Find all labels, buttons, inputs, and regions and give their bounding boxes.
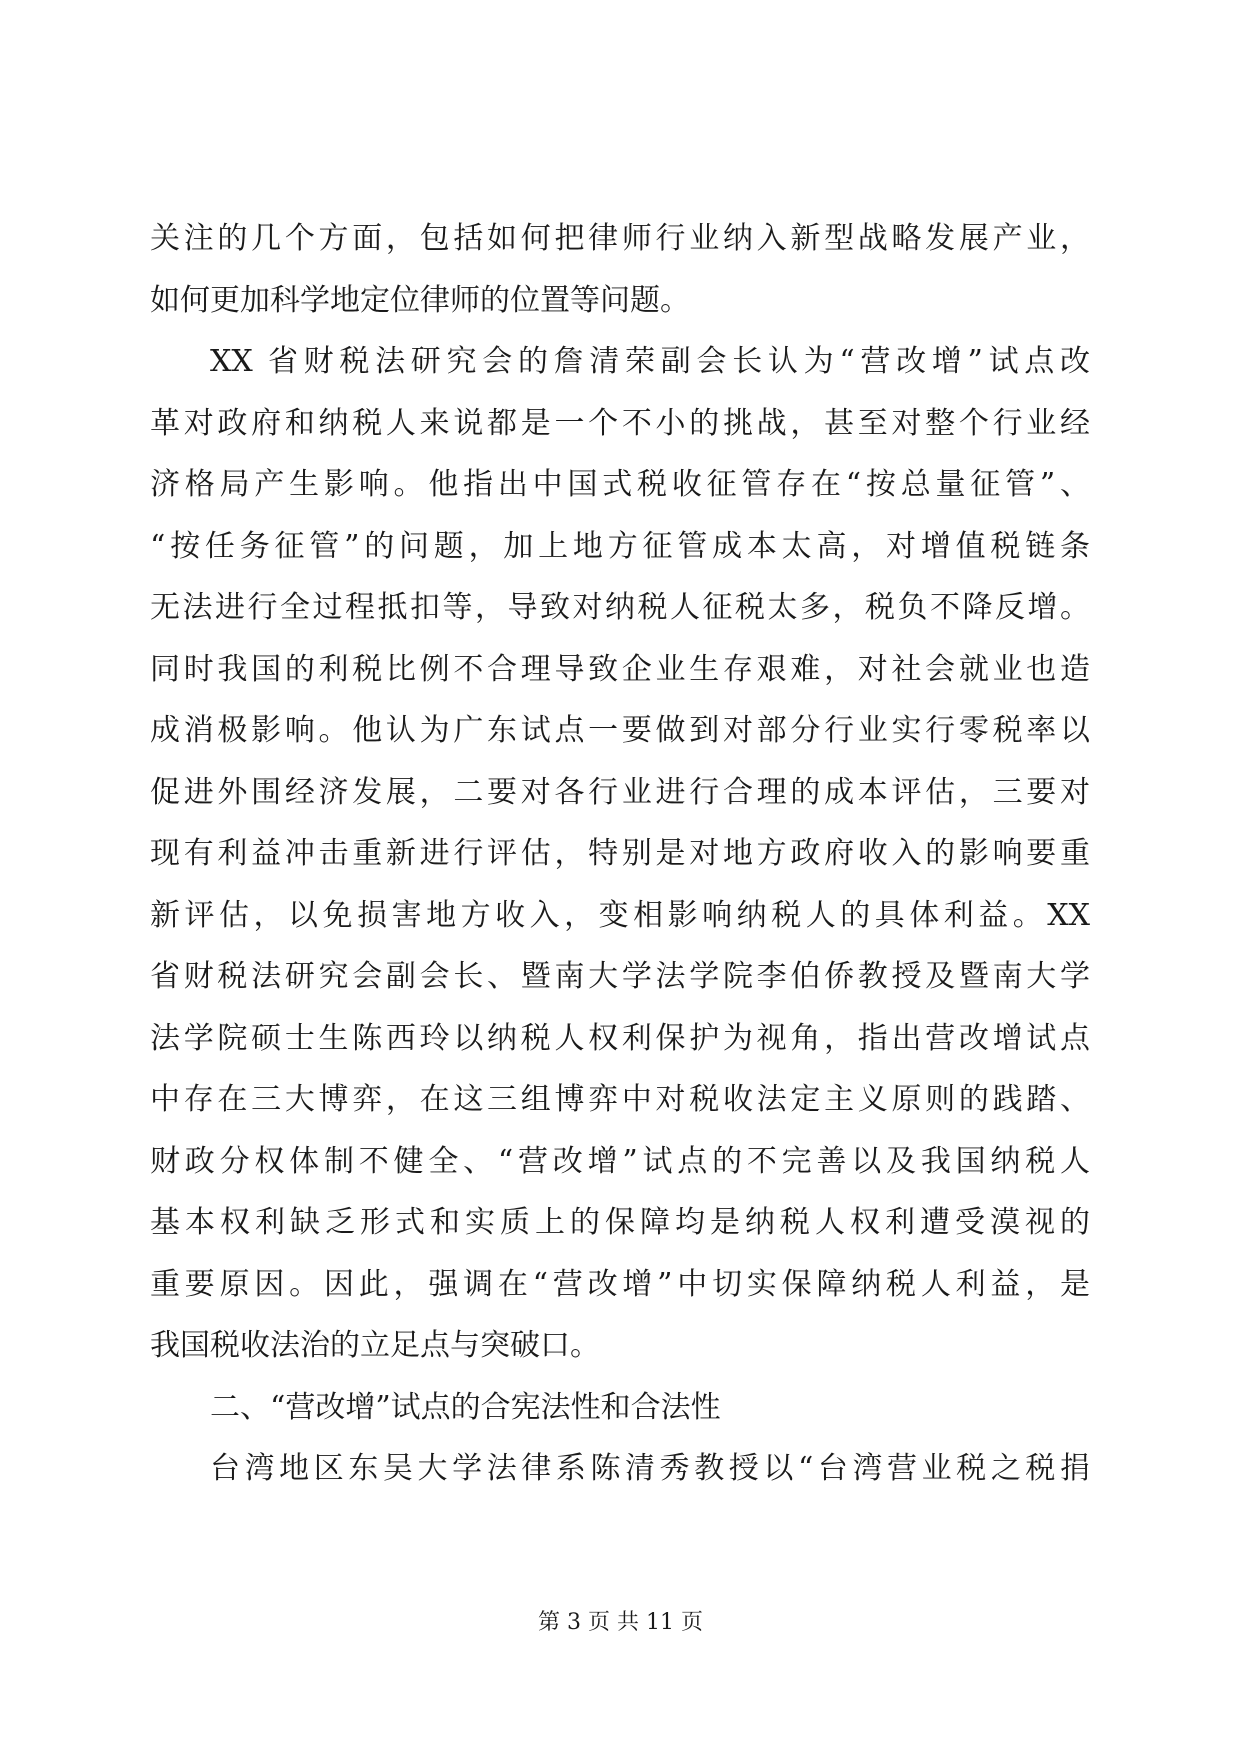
document-body: [150, 208, 1090, 1500]
text-line: 法学院硕士生陈西玲以纳税人权利保护为视角，指出营改增试点: [150, 1020, 1090, 1056]
text-line: 关注的几个方面，包括如何把律师行业纳入新型战略发展产业，: [150, 221, 1090, 256]
page-footer: 第 3 页 共 11 页: [538, 1610, 703, 1635]
text-line: 重要原因。因此，强调在“营改增”中切实保障纳税人利益，是: [150, 1266, 1090, 1302]
text-line: 革对政府和纳税人来说都是一个不小的挑战，甚至对整个行业经: [150, 405, 1090, 441]
text-line: 同时我国的利税比例不合理导致企业生存艰难，对社会就业也造: [150, 651, 1090, 687]
text-line: 基本权利缺乏形式和实质上的保障均是纳税人权利遭受漠视的: [150, 1205, 1090, 1240]
text-line: 新评估，以免损害地方收入，变相影响纳税人的具体利益。XX: [150, 897, 1090, 933]
text-line: 我国税收法治的立足点与突破口。: [150, 1328, 600, 1363]
text-line: 省财税法研究会副会长、暨南大学法学院李伯侨教授及暨南大学: [150, 959, 1090, 994]
text-line: 现有利益冲击重新进行评估，特别是对地方政府收入的影响要重: [150, 836, 1090, 871]
text-line: 台湾地区东吴大学法律系陈清秀教授以“台湾营业税之税捐: [210, 1451, 1090, 1486]
text-line: 促进外围经济发展，二要对各行业进行合理的成本评估，三要对: [150, 774, 1090, 810]
text-line: 财政分权体制不健全、“营改增”试点的不完善以及我国纳税人: [150, 1143, 1090, 1179]
text-line: 二、“营改增”试点的合宪法性和合法性: [210, 1389, 721, 1425]
text-line: 中存在三大博弈，在这三组博弈中对税收法定主义原则的践踏、: [150, 1082, 1090, 1117]
text-line: XX 省财税法研究会的詹清荣副会长认为“营改增”试点改: [210, 344, 1090, 379]
text-line: 成消极影响。他认为广东试点一要做到对部分行业实行零税率以: [150, 713, 1090, 748]
text-line: 如何更加科学地定位律师的位置等问题。: [150, 282, 690, 318]
text-line: 无法进行全过程抵扣等，导致对纳税人征税太多，税负不降反增。: [150, 590, 1090, 625]
text-line: 济格局产生影响。他指出中国式税收征管存在“按总量征管”、: [150, 467, 1090, 502]
text-line: “按任务征管”的问题，加上地方征管成本太高，对增值税链条: [150, 528, 1090, 564]
